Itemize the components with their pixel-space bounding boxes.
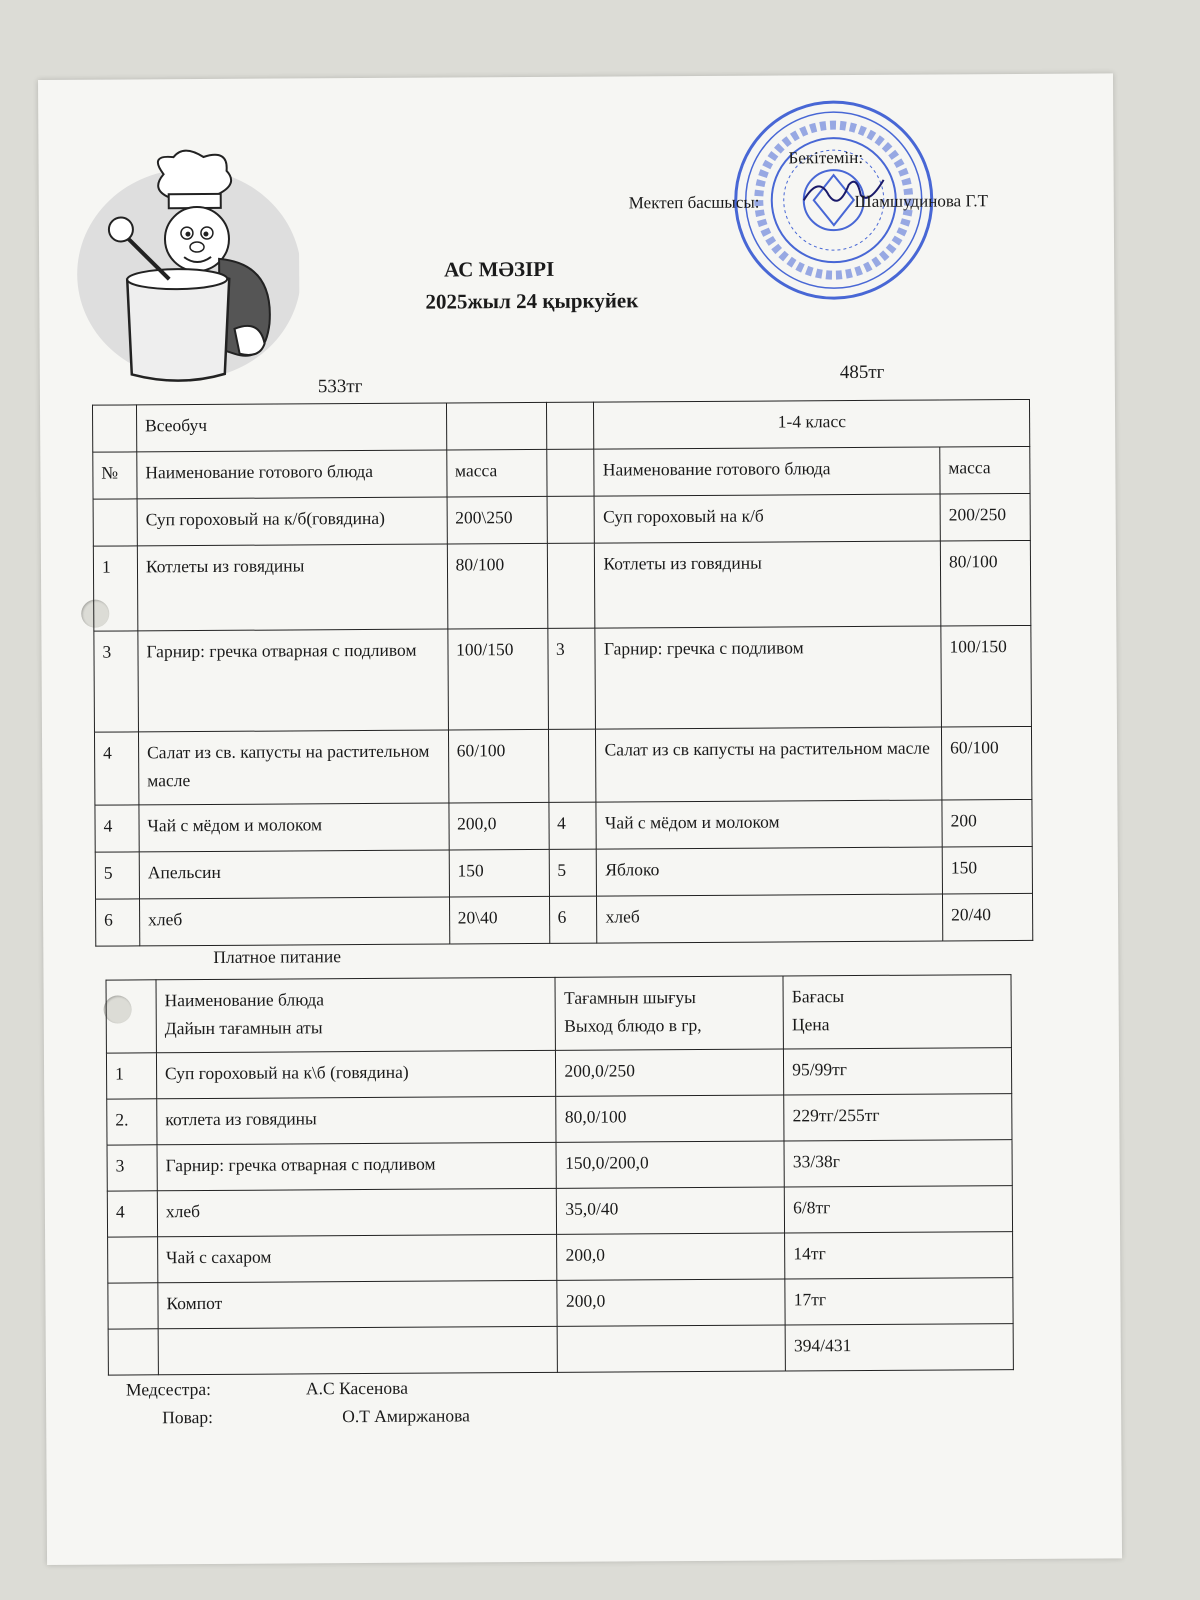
main-menu-table — [92, 399, 1033, 947]
group-label-left: Всеобуч — [136, 403, 446, 452]
approver-position: Мектеп басшысы: — [628, 192, 760, 213]
dish-mass: 60/100 — [448, 729, 548, 803]
dish-name: Гарнир: гречка отварная с подливом — [157, 1142, 557, 1190]
col-name-header: Наименование готового блюда — [594, 447, 940, 496]
page-title: АС МӘЗІРІ — [444, 256, 555, 282]
dish-price: 17тг — [785, 1278, 1013, 1325]
dish-yield: 150,0/200,0 — [556, 1141, 784, 1188]
approval-line — [629, 191, 988, 213]
col-price-header: Бағасы Цена — [783, 975, 1011, 1049]
dish-mass: 80/100 — [447, 543, 547, 629]
dish-name: Котлеты из говядины — [595, 541, 941, 628]
dish-name: Суп гороховый на к\б (говядина) — [156, 1050, 556, 1098]
total-price: 394/431 — [785, 1324, 1013, 1371]
table-row: 4 хлеб 35,0/40 6/8тг — [107, 1186, 1012, 1238]
dish-name: Гарнир: гречка отварная с подливом — [138, 629, 448, 732]
table-row: 2. котлета из говядины 80,0/100 229тг/255тг — [107, 1094, 1012, 1146]
dish-name: Суп гороховый на к/б(говядина) — [137, 497, 447, 546]
dish-mass: 100/150 — [941, 625, 1032, 727]
group-label-right: 1-4 класс — [594, 399, 1030, 449]
dish-name: Суп гороховый на к/б — [595, 494, 941, 543]
dish-mass: 200,0 — [449, 802, 549, 850]
col-num-header: № — [93, 452, 137, 499]
table-row: 3 Гарнир: гречка отварная с подливом 150,0/200,0 33/38г — [107, 1140, 1012, 1192]
dish-price: 33/38г — [784, 1140, 1012, 1187]
dish-mass: 200/250 — [940, 493, 1030, 541]
table-header-row — [93, 446, 1030, 499]
dish-name: Яблоко — [597, 847, 943, 896]
price-left: 533тг — [317, 376, 363, 398]
dish-mass: 150 — [449, 849, 549, 897]
table-row: 4 Чай с мёдом и молоком 200,0 4 Чай с мёдом и молоком 200 — [95, 799, 1032, 852]
col-mass-header: масса — [940, 446, 1030, 494]
nurse-signature: Медсестра: А.С Касенова — [125, 1377, 408, 1400]
dish-name: Компот — [158, 1280, 558, 1328]
dish-mass: 60/100 — [941, 726, 1031, 800]
table-row: 1 Суп гороховый на к\б (говядина) 200,0/250 95/99тг — [106, 1048, 1011, 1100]
dish-mass: 200 — [942, 799, 1032, 847]
dish-price: 6/8тг — [784, 1186, 1012, 1233]
dish-name: Чай с мёдом и молоком — [139, 803, 449, 852]
approval-title: Бекітемін: — [788, 147, 864, 168]
table-row — [108, 1232, 1013, 1284]
approver-name: Шамшудинова Г.Т — [854, 191, 989, 212]
table-row: 5 Апельсин 150 5 Яблоко 150 — [95, 846, 1032, 899]
col-name-header: Наименование блюда Дайын тағамнын аты — [156, 977, 556, 1052]
dish-yield: 200,0/250 — [556, 1049, 784, 1096]
dish-mass: 200\250 — [447, 496, 547, 544]
cook-signature: Повар: О.Т Амиржанова — [162, 1405, 470, 1428]
col-mass-header: масса — [446, 449, 546, 497]
dish-yield: 200,0 — [557, 1279, 785, 1326]
price-right: 485тг — [839, 361, 885, 384]
table-row — [92, 399, 1029, 452]
dish-name: Чай с мёдом и молоком — [596, 800, 942, 849]
table-row: 3 Гарнир: гречка отварная с подливом 100/150 3 Гарнир: гречка с подливом 100/150 — [94, 625, 1032, 732]
dish-name: Гарнир: гречка с подливом — [595, 626, 941, 729]
table-row: 1 Котлеты из говядины 80/100 Котлеты из говядины 80/100 — [93, 540, 1031, 631]
dish-price: 229тг/255тг — [784, 1094, 1012, 1141]
dish-name: хлеб — [157, 1188, 557, 1236]
dish-name: Апельсин — [139, 850, 449, 899]
dish-yield: 200,0 — [557, 1233, 785, 1280]
menu-sheet — [38, 73, 1122, 1565]
dish-mass: 20/40 — [942, 893, 1032, 941]
table-header-row — [106, 975, 1011, 1054]
dish-name: Котлеты из говядины — [137, 544, 447, 631]
dish-mass: 20\40 — [449, 896, 549, 944]
table-row: 4 Салат из св. капусты на растительном масле 60/100 Салат из св капусты на растительном масле 60/100 — [94, 726, 1031, 805]
dish-name: Салат из св капусты на растительном масле — [596, 727, 942, 802]
paid-section-title: Платное питание — [213, 946, 342, 967]
dish-name: Салат из св. капусты на растительном масле — [138, 730, 448, 805]
dish-mass: 150 — [942, 846, 1032, 894]
dish-name: Чай с сахаром — [158, 1234, 558, 1282]
dish-yield: 35,0/40 — [557, 1187, 785, 1234]
dish-price: 95/99тг — [784, 1048, 1012, 1095]
dish-price: 14тг — [785, 1232, 1013, 1279]
col-yield-header: Тағамнын шығуы Выход блюдо в гр, — [555, 976, 783, 1050]
col-name-header: Наименование готового блюда — [137, 450, 447, 499]
dish-mass: 100/150 — [447, 628, 548, 730]
table-row — [108, 1278, 1013, 1330]
table-total-row — [108, 1324, 1013, 1376]
dish-name: котлета из говядины — [157, 1096, 557, 1144]
table-row: 6 хлеб 20\40 6 хлеб 20/40 — [96, 893, 1033, 946]
menu-date: 2025жыл 24 қыркуйек — [425, 288, 639, 314]
table-row — [93, 493, 1030, 546]
dish-mass: 80/100 — [940, 540, 1031, 626]
dish-name: хлеб — [139, 897, 449, 946]
paid-menu-table — [105, 974, 1013, 1376]
dish-name: хлеб — [597, 894, 943, 943]
dish-yield: 80,0/100 — [556, 1095, 784, 1142]
